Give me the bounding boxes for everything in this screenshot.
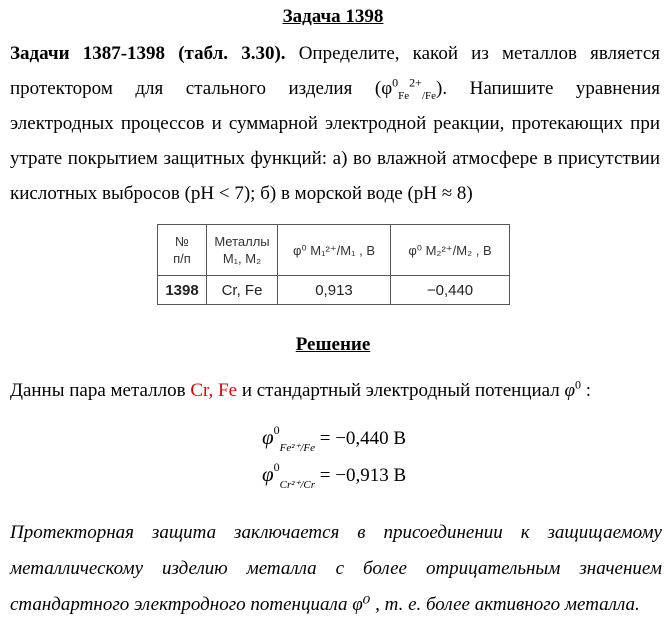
task-text-2: ). Напишите уравнения электродных процессов и суммарной электродной реакции, протекающих при утрате покрытием защитных функций: а) во влажной атмосфере в присутствии кислотных выбросов (pH < 7); б) в морской воде (pH ≈ 8) bbox=[10, 78, 660, 204]
given-colon: : bbox=[581, 380, 592, 401]
potential-ion: 2+ bbox=[409, 75, 422, 90]
equation-cr bbox=[262, 460, 407, 491]
eq1-sup: 0 bbox=[273, 423, 280, 437]
eq2-sub: Cr²⁺/Cr bbox=[279, 479, 316, 491]
header-metals bbox=[207, 225, 278, 276]
task-lead: Задачи 1387-1398 (табл. 3.30). bbox=[10, 43, 286, 64]
given-prefix: Данны пара металлов bbox=[10, 380, 191, 401]
header-phi2: φ⁰ M₂²⁺/M₂ , В bbox=[391, 225, 510, 276]
eq2-value: = −0,913 В bbox=[319, 465, 407, 486]
header-number bbox=[158, 225, 207, 276]
header-phi1: φ⁰ M₁²⁺/M₁ , В bbox=[278, 225, 391, 276]
table-header-row bbox=[158, 225, 510, 276]
metals-table bbox=[157, 224, 510, 305]
metals-table-wrap bbox=[157, 224, 510, 305]
potential-sup: 0 bbox=[392, 75, 399, 90]
page-title: Задача 1398 bbox=[282, 6, 384, 27]
eq2-sup: 0 bbox=[273, 460, 280, 474]
cell-phi1: 0,913 bbox=[278, 276, 391, 305]
given-phi: φ bbox=[564, 380, 576, 401]
eq2-phi: φ bbox=[262, 462, 274, 486]
given-phi-sup: 0 bbox=[575, 377, 582, 392]
header-number-line2: п/п bbox=[173, 251, 191, 266]
table-row bbox=[158, 276, 510, 305]
potential-sub: Fe bbox=[398, 89, 410, 102]
task-statement bbox=[10, 36, 660, 211]
cell-metals: Cr, Fe bbox=[207, 276, 278, 305]
cell-phi2: −0,440 bbox=[391, 276, 510, 305]
solution-heading: Решение bbox=[295, 334, 371, 355]
header-metals-line2: M₁, M₂ bbox=[222, 251, 262, 266]
given-line bbox=[10, 378, 660, 404]
eq1-sub: Fe²⁺/Fe bbox=[279, 442, 315, 454]
eq1-value: = −0,440 В bbox=[319, 428, 407, 449]
cell-number: 1398 bbox=[158, 276, 207, 305]
header-metals-line1: Металлы bbox=[214, 234, 270, 249]
header-number-line1: № bbox=[175, 234, 189, 249]
given-suffix: и стандартный электродный потенциал bbox=[237, 380, 565, 401]
given-metals: Cr, Fe bbox=[190, 380, 238, 401]
conclusion-paragraph: Протекторная защита заключается в присоединении к защищаемому металлическому изделию металла с более отрицательным значением стандартного электродного потенциала φ⁰ , т. е. более активного металла. bbox=[10, 522, 662, 615]
potential-tail: /Fe bbox=[421, 89, 436, 102]
task-text-1: Определите, какой из металлов является протектором для стального изделия (φ bbox=[10, 43, 660, 99]
eq1-phi: φ bbox=[262, 425, 274, 449]
equation-fe bbox=[262, 423, 407, 454]
